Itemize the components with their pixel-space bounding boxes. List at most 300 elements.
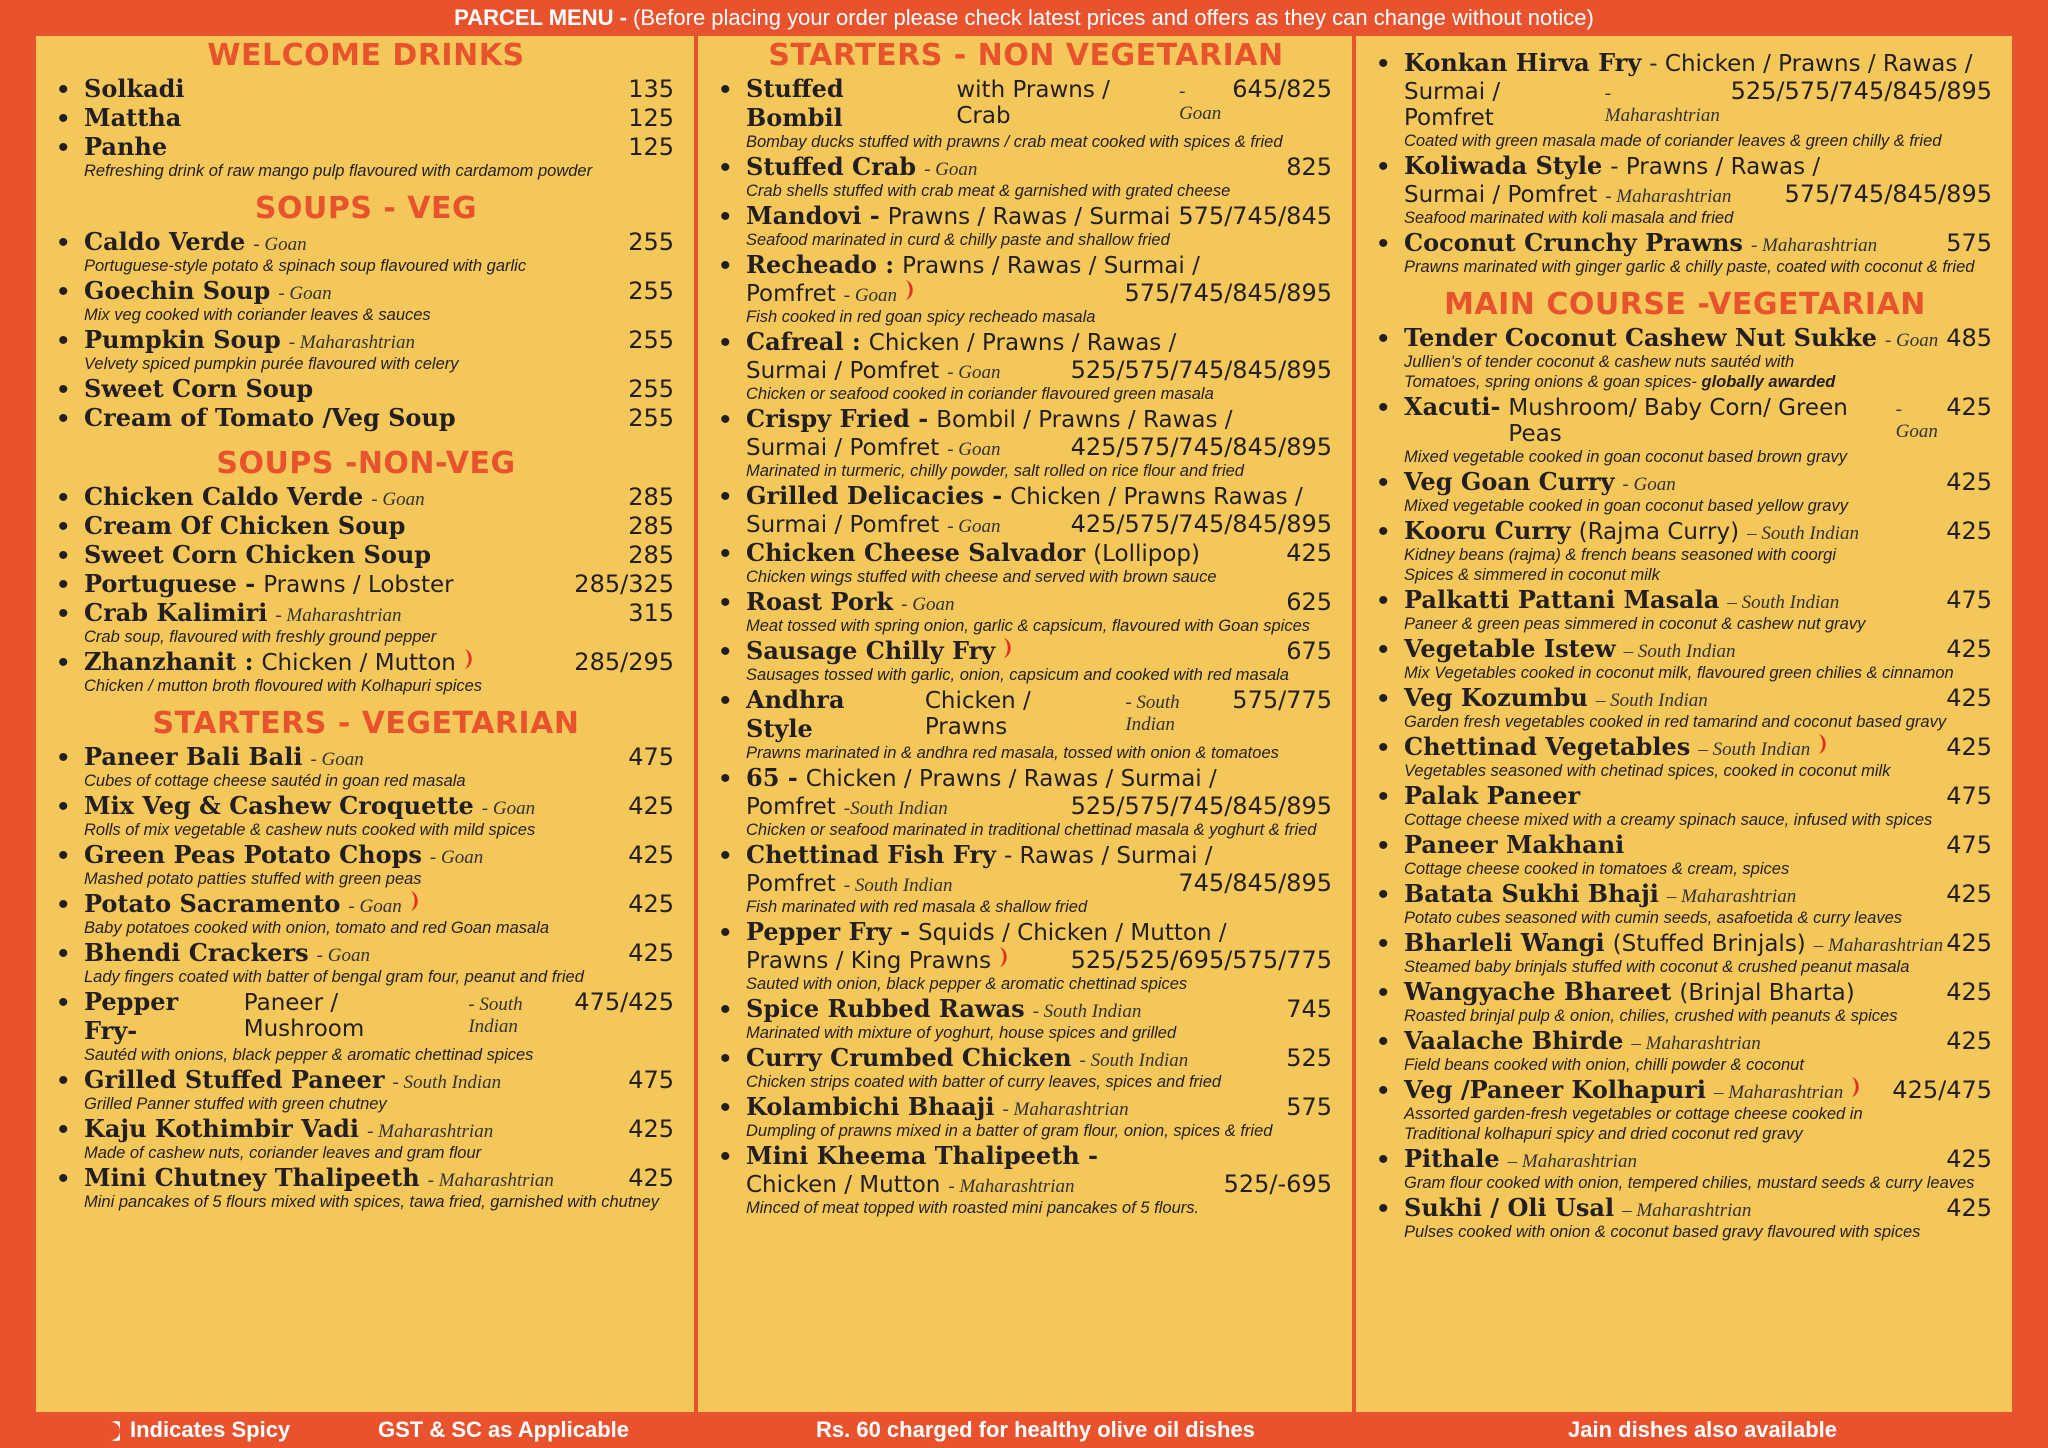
item-price: 625 (1286, 588, 1332, 616)
item-name: • Pumpkin Soup (84, 325, 281, 354)
menu-item (720, 152, 1332, 201)
item-name: • Grilled Stuffed Paneer (84, 1065, 385, 1094)
menu-item (1378, 585, 1992, 634)
item-description: Portuguese-style potato & spinach soup flavoured with garlic (84, 257, 527, 275)
menu-item-row (84, 1163, 674, 1192)
item-region: - Goan (947, 362, 1001, 383)
menu-item-row (1404, 151, 1992, 180)
item-price: 575/745/845/895 (1784, 180, 1992, 208)
menu-item-row (1404, 928, 1992, 957)
item-price: 425 (628, 792, 674, 820)
item-price: 475 (1946, 831, 1992, 859)
item-name: • Stuffed Crab (746, 152, 917, 181)
menu-item (58, 987, 674, 1065)
menu-item (58, 840, 674, 889)
item-price: 525/-695 (1223, 1170, 1332, 1198)
item-options: - Rawas / Surmai / (1003, 843, 1213, 869)
item-name: • Potato Sacramento (84, 889, 341, 918)
item-description: Dumpling of prawns mixed in a batter of gram flour, onion, spices & fried (746, 1122, 1273, 1140)
menu-item-row (746, 636, 1332, 665)
item-options: Chicken / Prawns Rawas / (1010, 484, 1303, 510)
item-price: 125 (628, 133, 674, 161)
item-region: -South Indian (843, 798, 948, 819)
menu-item-row (746, 404, 1332, 433)
menu-item (1378, 928, 1992, 977)
item-price: 135 (628, 75, 674, 103)
menu-item-row-2 (1404, 77, 1992, 131)
item-description: Made of cashew nuts, coriander leaves and gram flour (84, 1144, 482, 1162)
item-options: Chicken / Prawns / Rawas / (868, 330, 1177, 356)
menu-item-row (746, 481, 1332, 510)
menu-item-row (84, 540, 674, 569)
item-price: 255 (628, 277, 674, 305)
menu-item (720, 201, 1332, 250)
menu-item (720, 763, 1332, 840)
item-description: Prawns marinated with ginger garlic & chilly paste, coated with coconut & fried (1404, 258, 1975, 276)
menu-item (1378, 516, 1992, 585)
menu-item (58, 374, 674, 403)
menu-item-row (84, 598, 674, 627)
menu-item (720, 1092, 1332, 1141)
menu-item-row (746, 587, 1332, 616)
item-description: Chicken strips coated with batter of curry leaves, spices and fried (746, 1073, 1222, 1091)
item-description: Seafood marinated with koli masala and fried (1404, 209, 1734, 227)
menu-item (58, 540, 674, 569)
item-name: • Chettinad Fish Fry (746, 840, 996, 869)
menu-item (58, 938, 674, 987)
menu-item-row (1404, 683, 1992, 712)
menu-item-row-2 (746, 433, 1332, 461)
menu-item (720, 404, 1332, 481)
item-options-line2: Pomfret (746, 281, 836, 307)
menu-item (1378, 1144, 1992, 1193)
menu-item-row (1404, 1193, 1992, 1222)
item-options: Mushroom/ Baby Corn/ Green Peas (1508, 395, 1848, 447)
item-options: Prawns / Lobster (263, 572, 454, 598)
item-region: – Maharashtrian (1666, 886, 1797, 907)
menu-item (58, 569, 674, 598)
menu-item-row (84, 889, 674, 918)
item-options-line2: Chicken / Mutton (746, 1172, 941, 1198)
menu-item-row (84, 840, 674, 869)
item-description: Cubes of cottage cheese sautéd in goan red masala (84, 772, 466, 790)
item-region: - South Indian (468, 994, 523, 1037)
menu-item-row-2 (746, 869, 1332, 897)
item-price: 425 (1946, 880, 1992, 908)
item-description: Sausages tossed with garlic, onion, capsicum and cooked with red masala (746, 666, 1289, 684)
item-region: - Goan (316, 945, 370, 966)
item-price: 525/575/745/845/895 (1070, 356, 1332, 384)
item-region: - Maharashtrian (427, 1170, 554, 1191)
item-price: 425/575/745/845/895 (1070, 433, 1332, 461)
menu-item-row (84, 647, 674, 676)
item-region: - Goan (1179, 81, 1222, 124)
section-starters-veg (58, 706, 674, 1212)
menu-item-row (1404, 634, 1992, 663)
item-options: (Brinjal Bharta) (1679, 980, 1855, 1006)
item-name: • Cafreal : (746, 327, 861, 356)
item-region: - South Indian (1032, 1001, 1142, 1022)
item-description: Kidney beans (rajma) & french beans seasoned with coorgi (1404, 546, 1836, 564)
item-price: 425 (1946, 393, 1992, 421)
item-price: 315 (628, 599, 674, 627)
column-left (36, 36, 694, 1412)
item-price: 425 (1946, 684, 1992, 712)
item-options: Squids / Chicken / Mutton / (918, 920, 1227, 946)
menu-item-row-2 (1404, 180, 1992, 208)
item-region: – Maharashtrian (1713, 1082, 1844, 1103)
item-region: - Goan (947, 439, 1001, 460)
item-options-line2: Surmai / Pomfret (1404, 182, 1598, 208)
section-title: STARTERS - VEGETARIAN (152, 706, 580, 741)
item-price: 425 (1946, 517, 1992, 545)
item-price: 475 (628, 1066, 674, 1094)
menu-item-row-2 (746, 510, 1332, 538)
menu-item (720, 587, 1332, 636)
item-price: 425 (1946, 978, 1992, 1006)
item-description: Fish cooked in red goan spicy recheado masala (746, 308, 1096, 326)
item-options-line2: Surmai / Pomfret (746, 435, 940, 461)
item-description: Mini pancakes of 5 flours mixed with spices, tawa fried, garnished with chutney (84, 1193, 660, 1211)
item-name: • Solkadi (84, 74, 185, 103)
item-name: • Goechin Soup (84, 276, 271, 305)
item-price: 285/295 (574, 648, 674, 676)
item-description: Cottage cheese mixed with a creamy spinach sauce, infused with spices (1404, 811, 1933, 829)
item-description: Chicken or seafood cooked in coriander flavoured green masala (746, 385, 1214, 403)
chili-icon (997, 946, 1009, 968)
item-name: • Vaalache Bhirde (1404, 1026, 1624, 1055)
item-region: - Goan (253, 234, 307, 255)
item-options-line2: Surmai / Pomfret (1404, 79, 1501, 131)
item-description: Mixed vegetable cooked in goan coconut based yellow gravy (1404, 497, 1848, 515)
menu-item-row (84, 482, 674, 511)
item-price: 285 (628, 512, 674, 540)
item-options: - Chicken / Prawns / Rawas / (1649, 51, 1973, 77)
menu-item (720, 840, 1332, 917)
menu-item (58, 511, 674, 540)
item-name: • Sweet Corn Soup (84, 374, 314, 403)
menu-item (58, 1114, 674, 1163)
menu-item (58, 132, 674, 181)
item-region: - Maharashtrian (1605, 186, 1732, 207)
item-price: 425 (1946, 1027, 1992, 1055)
item-description-2 (1404, 1124, 1992, 1144)
item-description: Minced of meat topped with roasted mini pancakes of 5 flours. (746, 1199, 1200, 1217)
item-name: • Portuguese - (84, 569, 256, 598)
item-name: • Coconut Crunchy Prawns (1404, 228, 1743, 257)
item-award: globally awarded (1701, 373, 1836, 391)
menu-item-row (746, 201, 1332, 230)
item-name: • Veg Goan Curry (1404, 467, 1615, 496)
item-region: - Goan (1884, 330, 1939, 351)
item-name: • Mini Chutney Thalipeeth (84, 1163, 420, 1192)
menu-item (58, 791, 674, 840)
item-options-line2: Pomfret (746, 871, 836, 897)
section-main-course-veg (1378, 287, 1992, 1242)
menu-item (58, 889, 674, 938)
item-region: - Goan (348, 896, 402, 917)
item-name: • Mix Veg & Cashew Croquette (84, 791, 474, 820)
menu-item (720, 1141, 1332, 1218)
chili-icon (1849, 1076, 1861, 1098)
item-price: 525/575/745/845/895 (1730, 77, 1992, 105)
item-region: - Goan (371, 489, 425, 510)
menu-item-row (1404, 830, 1992, 859)
menu-item-row (1404, 977, 1992, 1006)
item-price: 425 (1946, 635, 1992, 663)
menu-item-row-2 (746, 792, 1332, 820)
spicy-legend-label: Indicates Spicy (130, 1417, 291, 1442)
item-name: • Paneer Makhani (1404, 830, 1625, 859)
menu-item (1378, 732, 1992, 781)
item-name: • Palak Paneer (1404, 781, 1581, 810)
menu-item-row (84, 132, 674, 161)
menu-item (58, 74, 674, 103)
item-name: • Kolambichi Bhaaji (746, 1092, 995, 1121)
item-description: Garden fresh vegetables cooked in red tamarind and coconut based gravy (1404, 713, 1947, 731)
item-region: - Goan (1895, 399, 1938, 442)
menu-item (1378, 48, 1992, 151)
item-description: Mix veg cooked with coriander leaves & sauces (84, 306, 431, 324)
item-description: Potato cubes seasoned with cumin seeds, asafoetida & curry leaves (1404, 909, 1903, 927)
menu-item-row (1404, 48, 1992, 77)
item-name: • Roast Pork (746, 587, 894, 616)
menu-item (1378, 879, 1992, 928)
menu-item (720, 327, 1332, 404)
item-options: Paneer / Mushroom (243, 990, 365, 1042)
menu-item-row-2 (746, 356, 1332, 384)
section-starters-continued (1378, 36, 1992, 277)
menu-item-row (1404, 228, 1992, 257)
footer-bar (0, 1412, 2048, 1448)
menu-item (58, 647, 674, 696)
item-name: • Palkatti Pattani Masala (1404, 585, 1720, 614)
section-title: STARTERS - NON VEGETARIAN (768, 38, 1284, 73)
item-options: (Stuffed Brinjals) (1612, 931, 1806, 957)
menu-item-row (84, 325, 674, 354)
menu-item (720, 685, 1332, 763)
item-description: Rolls of mix vegetable & cashew nuts cooked with mild spices (84, 821, 536, 839)
item-region: - Maharashtrian (948, 1176, 1075, 1197)
menu-item (58, 403, 674, 432)
item-name: • 65 - (746, 763, 798, 792)
item-price: 745/845/895 (1178, 869, 1332, 897)
item-price: 285 (628, 483, 674, 511)
item-region: – South Indian (1727, 592, 1840, 613)
item-name: • Caldo Verde (84, 227, 246, 256)
item-name: • Wangyache Bhareet (1404, 977, 1672, 1006)
item-description: Prawns marinated in & andhra red masala, tossed with onion & tomatoes (746, 744, 1279, 762)
item-name: • Pepper Fry - (746, 917, 911, 946)
menu-item-row (746, 1043, 1332, 1072)
menu-item-row (84, 511, 674, 540)
menu-item (58, 325, 674, 374)
menu-item-row (84, 569, 674, 598)
menu-item-row (84, 74, 674, 103)
item-name: • Crispy Fried - (746, 404, 929, 433)
item-description: Roasted brinjal pulp & onion, chilies, crushed with peanuts & spices (1404, 1007, 1898, 1025)
item-name: • Kooru Curry (1404, 516, 1571, 545)
menu-item (720, 994, 1332, 1043)
item-name: • Andhra Style (746, 685, 845, 743)
item-price: 425 (1946, 929, 1992, 957)
menu-item (58, 1065, 674, 1114)
menu-item-row (84, 1065, 674, 1094)
item-price: 255 (628, 375, 674, 403)
menu-item-row (746, 840, 1332, 869)
item-options: Prawns / Rawas / Surmai / (902, 253, 1200, 279)
chili-icon (462, 648, 474, 670)
item-description: Assorted garden-fresh vegetables or cottage cheese cooked in (1404, 1105, 1863, 1123)
menu-item (1378, 977, 1992, 1026)
menu-item (58, 598, 674, 647)
item-name: • Recheado : (746, 250, 895, 279)
menu-item-row (746, 1141, 1332, 1170)
item-options-line2: Surmai / Pomfret (746, 358, 940, 384)
item-description: Chicken or seafood marinated in traditional chettinad masala & yoghurt & fried (746, 821, 1317, 839)
item-options-line2: Surmai / Pomfret (746, 512, 940, 538)
item-name: • Chicken Cheese Salvador (746, 538, 1086, 567)
menu-item (1378, 151, 1992, 228)
section-title: SOUPS -NON-VEG (216, 446, 516, 481)
item-price: 475/425 (574, 988, 674, 1016)
item-price: 575 (1946, 229, 1992, 257)
item-name: • Kaju Kothimbir Vadi (84, 1114, 360, 1143)
item-region: - Goan (278, 283, 332, 304)
item-description: Gram flour cooked with onion, tempered chilies, mustard seeds & curry leaves (1404, 1174, 1975, 1192)
item-options: Chicken / Prawns / Rawas / Surmai / (805, 766, 1217, 792)
item-name: • Sausage Chilly Fry (746, 636, 996, 665)
menu-item-row-2 (746, 279, 1332, 307)
item-price: 285 (628, 541, 674, 569)
item-region: - Goan (1622, 474, 1676, 495)
item-price: 825 (1286, 153, 1332, 181)
item-region: - Maharashtrian (288, 332, 415, 353)
item-price: 745 (1286, 995, 1332, 1023)
menu-item (1378, 683, 1992, 732)
menu-item (1378, 228, 1992, 277)
chili-icon (903, 279, 915, 301)
menu-item-row (84, 742, 674, 771)
item-region: - South Indian (843, 875, 953, 896)
item-region: - Goan (310, 749, 364, 770)
item-name: • Tender Coconut Cashew Nut Sukke (1404, 323, 1877, 352)
item-price: 525/575/745/845/895 (1070, 792, 1332, 820)
menu-item-row (746, 763, 1332, 792)
menu-item-row (84, 1114, 674, 1143)
item-region: - Maharashtrian (1604, 83, 1720, 126)
item-price: 425 (628, 841, 674, 869)
item-name: • Sukhi / Oli Usal (1404, 1193, 1615, 1222)
item-price: 255 (628, 326, 674, 354)
item-name: • Panhe (84, 132, 168, 161)
item-description: Crab shells stuffed with crab meat & garnished with grated cheese (746, 182, 1231, 200)
menu-item-row (1404, 323, 1992, 352)
item-name: • Pepper Fry- (84, 987, 179, 1045)
item-price: 255 (628, 228, 674, 256)
item-options: (Rajma Curry) (1578, 519, 1740, 545)
menu-item-row (1404, 732, 1992, 761)
item-options: - Prawns / Rawas / (1610, 154, 1821, 180)
item-description: Velvety spiced pumpkin purée flavoured with celery (84, 355, 459, 373)
menu-item-row (84, 938, 674, 967)
item-description: Paneer & green peas simmered in coconut & cashew nut gravy (1404, 615, 1866, 633)
item-price: 425 (1286, 539, 1332, 567)
menu-item-row (1404, 392, 1992, 447)
item-description: Fish marinated with red masala & shallow fried (746, 898, 1088, 916)
item-description: Sautéd with onions, black pepper & aromatic chettinad spices (84, 1046, 534, 1064)
chili-icon (1001, 637, 1013, 659)
item-region: – South Indian (1595, 690, 1708, 711)
item-name: • Grilled Delicacies - (746, 481, 1003, 510)
item-description: Pulses cooked with onion & coconut based gravy flavoured with spices (1404, 1223, 1921, 1241)
menu-item (1378, 634, 1992, 683)
item-price: 425/575/745/845/895 (1070, 510, 1332, 538)
item-description: Chicken / mutton broth flovoured with Kolhapuri spices (84, 677, 483, 695)
menu-item (58, 482, 674, 511)
item-name: • Batata Sukhi Bhaji (1404, 879, 1659, 908)
item-name: • Bharleli Wangi (1404, 928, 1605, 957)
item-region: - Goan (947, 516, 1001, 537)
header-title: PARCEL MENU - (454, 5, 627, 30)
section-soups-veg (58, 191, 674, 432)
menu-item-row (746, 917, 1332, 946)
gst-note: GST & SC as Applicable (378, 1417, 630, 1442)
item-name: • Green Peas Potato Chops (84, 840, 422, 869)
item-description: Mixed vegetable cooked in goan coconut based brown gravy (1404, 448, 1848, 466)
item-description: Lady fingers coated with batter of bengal gram four, peanut and fried (84, 968, 584, 986)
menu-item (58, 227, 674, 276)
menu-item-row (84, 791, 674, 820)
item-price: 285/325 (574, 570, 674, 598)
menu-item (720, 250, 1332, 327)
item-options-line2: Pomfret (746, 794, 836, 820)
item-price: 425 (1946, 1194, 1992, 1222)
menu-item (58, 742, 674, 791)
item-name: • Crab Kalimiri (84, 598, 268, 627)
menu-item (1378, 830, 1992, 879)
menu-item-row (84, 987, 674, 1045)
menu-item-row (1404, 781, 1992, 810)
item-region: – Maharashtrian (1813, 935, 1944, 956)
item-description: Baby potatoes cooked with onion, tomato and red Goan masala (84, 919, 550, 937)
menu-item (720, 538, 1332, 587)
item-name: • Veg Kozumbu (1404, 683, 1588, 712)
item-name: • Pithale (1404, 1144, 1500, 1173)
item-region: - South Indian (1125, 692, 1180, 735)
item-price: 475 (628, 743, 674, 771)
item-price: 255 (628, 404, 674, 432)
item-description: Refreshing drink of raw mango pulp flavoured with cardamom powder (84, 162, 593, 180)
item-region: - South Indian (392, 1072, 502, 1093)
item-options: Bombil / Prawns / Rawas / (936, 407, 1233, 433)
item-name: • Zhanzhanit : (84, 647, 254, 676)
menu-item-row (1404, 1144, 1992, 1173)
item-region: - Goan (481, 798, 536, 819)
item-description: Mashed potato patties stuffed with green peas (84, 870, 422, 888)
item-price: 675 (1286, 637, 1332, 665)
item-price: 425 (628, 939, 674, 967)
menu-item-row (1404, 1075, 1992, 1104)
item-region: - Maharashtrian (275, 605, 402, 626)
item-price: 425 (628, 890, 674, 918)
menu-item-row-2 (746, 1170, 1332, 1198)
item-region: – Maharashtrian (1507, 1151, 1637, 1172)
item-name: • Xacuti- (1404, 392, 1501, 421)
item-price: 525 (1286, 1044, 1332, 1072)
item-name: • Mini Kheema Thalipeeth - (746, 1141, 1099, 1170)
menu-item-row (1404, 585, 1992, 614)
